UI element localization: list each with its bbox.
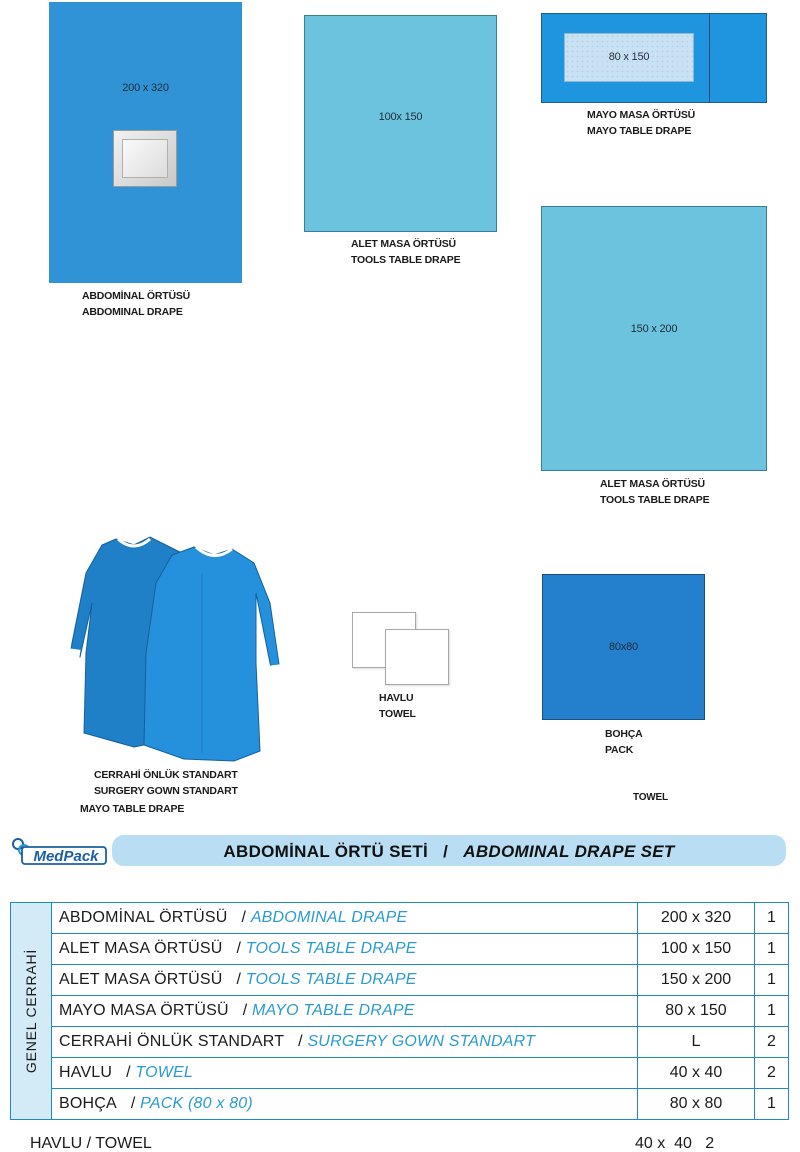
item-size-cell: 80 x 80: [638, 1089, 755, 1120]
mayo-table-drape-illustration: [541, 13, 767, 103]
medpack-logo: [10, 836, 110, 866]
table-row: [11, 1089, 789, 1120]
pack-caption: [605, 726, 643, 758]
cropped-next-row: [10, 1135, 788, 1152]
item-name-tr: ALET MASA ÖRTÜSÜ: [59, 971, 223, 988]
item-size-cell: L: [638, 1027, 755, 1058]
set-title-separator: /: [443, 842, 449, 861]
mayo-table-drape-inner-panel: [564, 33, 694, 82]
item-name-en: PACK (80 x 80): [140, 1095, 253, 1112]
category-label: GENEL CERRAHİ: [23, 948, 39, 1074]
item-name-en: MAYO TABLE DRAPE: [252, 1002, 415, 1019]
surgery-gown-extra-caption: MAYO TABLE DRAPE: [80, 803, 185, 815]
tools-table-drape-2-caption: [600, 476, 709, 508]
item-size-cell: 80 x 150: [638, 996, 755, 1027]
caption-en: PACK: [605, 744, 634, 756]
item-size-cell: 100 x 150: [638, 934, 755, 965]
caption-tr: HAVLU: [379, 692, 414, 704]
cropped-stray-text: TOWEL: [633, 792, 668, 803]
caption-en: TOWEL: [379, 708, 416, 720]
item-separator: /: [126, 1064, 131, 1081]
set-title-band: [112, 835, 786, 866]
category-cell: [11, 903, 52, 1120]
cropped-row-left: HAVLU / TOWEL: [30, 1135, 152, 1152]
caption-tr: ABDOMİNAL ÖRTÜSÜ: [82, 290, 191, 302]
set-title: [112, 835, 786, 866]
item-separator: /: [298, 1033, 303, 1050]
front-gown-shape: [144, 547, 282, 761]
mayo-table-drape-caption: [587, 107, 695, 139]
item-name-tr: MAYO MASA ÖRTÜSÜ: [59, 1002, 229, 1019]
item-name-cell: [52, 903, 638, 934]
tools-table-drape-2-size: 150 x 200: [630, 323, 678, 335]
item-name-cell: [52, 965, 638, 996]
item-separator: /: [242, 1002, 248, 1019]
caption-en: TOOLS TABLE DRAPE: [351, 254, 461, 266]
table-row: [11, 1058, 789, 1089]
abdominal-drape-caption: [82, 288, 190, 320]
abdominal-drape-illustration: [49, 2, 242, 283]
item-size-cell: 150 x 200: [638, 965, 755, 996]
table-row: [11, 1027, 789, 1058]
surgery-gown-caption: [94, 767, 238, 799]
item-name-tr: ALET MASA ÖRTÜSÜ: [59, 940, 223, 957]
mayo-fold-line: [709, 14, 710, 102]
tools-table-drape-1-size: 100x 150: [378, 111, 423, 123]
caption-tr: CERRAHİ ÖNLÜK STANDART: [94, 769, 238, 781]
table-row: [11, 903, 789, 934]
item-qty-cell: 1: [755, 965, 789, 996]
item-name-cell: [52, 996, 638, 1027]
item-name-en: TOOLS TABLE DRAPE: [245, 971, 417, 988]
pack-size: 80x80: [609, 641, 638, 653]
table-row: [11, 996, 789, 1027]
set-title-tr: ABDOMİNAL ÖRTÜ SETİ: [223, 842, 429, 861]
towel-caption: [379, 690, 416, 722]
set-title-en: ABDOMINAL DRAPE SET: [463, 842, 675, 861]
item-name-tr: CERRAHİ ÖNLÜK STANDART: [59, 1033, 285, 1050]
towel-front-sheet: [385, 629, 449, 685]
item-separator: /: [236, 971, 242, 988]
item-qty-cell: 1: [755, 934, 789, 965]
pack-illustration: [542, 574, 705, 720]
item-qty-cell: 1: [755, 1089, 789, 1120]
mayo-table-drape-size: 80 x 150: [608, 51, 650, 63]
table-row: [11, 934, 789, 965]
item-qty-cell: 2: [755, 1027, 789, 1058]
item-name-en: SURGERY GOWN STANDART: [307, 1033, 536, 1050]
set-contents-table: [10, 902, 788, 1126]
surgery-gown-illustration: [64, 533, 284, 765]
table-row: [11, 965, 789, 996]
caption-tr: ALET MASA ÖRTÜSÜ: [351, 238, 456, 250]
item-name-en: TOWEL: [135, 1064, 194, 1081]
item-qty-cell: 1: [755, 996, 789, 1027]
item-name-tr: BOHÇA: [59, 1095, 117, 1112]
logo-text: MedPack: [33, 848, 99, 865]
caption-en: ABDOMINAL DRAPE: [82, 306, 183, 318]
item-separator: /: [130, 1095, 136, 1112]
item-name-tr: HAVLU: [59, 1064, 113, 1081]
item-name-cell: [52, 1089, 638, 1120]
tools-table-drape-2-illustration: [541, 206, 767, 471]
caption-en: MAYO TABLE DRAPE: [587, 125, 692, 137]
caption-en: SURGERY GOWN STANDART: [94, 785, 238, 797]
item-separator: /: [236, 940, 242, 957]
item-name-en: ABDOMINAL DRAPE: [250, 909, 408, 926]
cropped-row-right: 40 x 40 2: [635, 1135, 715, 1152]
caption-tr: ALET MASA ÖRTÜSÜ: [600, 478, 705, 490]
item-size-cell: 40 x 40: [638, 1058, 755, 1089]
caption-tr: MAYO MASA ÖRTÜSÜ: [587, 109, 696, 121]
item-qty-cell: 2: [755, 1058, 789, 1089]
abdominal-drape-size: 200 x 320: [122, 82, 169, 94]
item-separator: /: [241, 909, 247, 926]
item-name-tr: ABDOMİNAL ÖRTÜSÜ: [59, 909, 228, 926]
tools-table-drape-1-illustration: [304, 15, 497, 232]
item-name-en: TOOLS TABLE DRAPE: [245, 940, 417, 957]
fenestration-inner: [122, 139, 168, 178]
item-name-cell: [52, 1058, 638, 1089]
fenestration-window: [113, 130, 177, 187]
tools-table-drape-1-caption: [351, 236, 460, 268]
item-size-cell: 200 x 320: [638, 903, 755, 934]
item-name-cell: [52, 934, 638, 965]
contents-table: [10, 902, 789, 1120]
item-name-cell: [52, 1027, 638, 1058]
caption-en: TOOLS TABLE DRAPE: [600, 494, 710, 506]
item-qty-cell: 1: [755, 903, 789, 934]
caption-tr: BOHÇA: [605, 728, 643, 740]
